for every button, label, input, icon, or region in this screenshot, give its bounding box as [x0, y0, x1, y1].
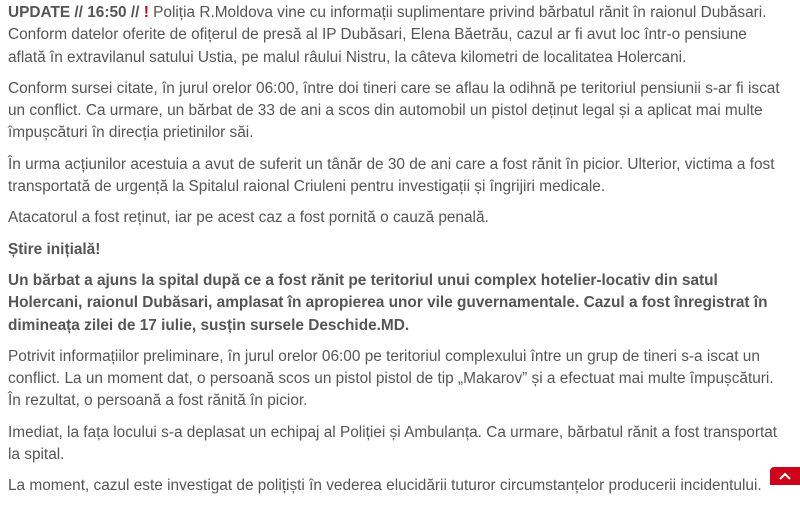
paragraph-conflict: Conform sursei citate, în jurul orelor 06:00, între doi tineri care se aflau la odihnă pe teritoriul pensiunii s-ar fi iscat un conflict. Ca urmare, un bărbat de 33 de ani a scos din automobil un pistol deținut legal și a aplicat mai multe împușcături în direcția prietinilor săi. [8, 79, 780, 142]
paragraph-police: Imediat, la fața locului s-a deplasat un echipaj al Poliției și Ambulanța. Ca urmare, bărbatul rănit a fost transportat la spital. [8, 423, 778, 464]
initial-news-heading: Știre inițială! [8, 240, 101, 258]
article-body [8, 2, 784, 507]
paragraph-victim: În urma acțiunilor acestuia a avut de suferit un tânăr de 30 de ani care a fost rănit în picior. Ulterior, victima a fost transportată de urgență la Spitalul raional Criuleni pentru investigații și îngrijiri medicale. [8, 155, 775, 196]
update-marker: ! [143, 4, 149, 21]
update-label: UPDATE // 16:50 // [8, 4, 140, 21]
update-text: Poliția R.Moldova vine cu informații suplimentare privind bărbatul rănit în raionul Dubăsari. Conform datelor oferite de ofițerul de presă al IP Dubăsari, Elena Băetrău, cazul ar fi avut loc într-o pensiune aflată în extravilanul satului Ustia, pe malul râului Nistru, la câteva kilometri de localitatea Holercani. [8, 4, 767, 66]
paragraph-arrest: Atacatorul a fost reținut, iar pe acest caz a fost pornită o cauză penală. [8, 209, 489, 227]
back-to-top-button[interactable] [770, 467, 800, 485]
update-paragraph [8, 2, 784, 69]
chevron-up-icon [779, 472, 791, 480]
paragraph-investigation: La moment, cazul este investigat de polițiști în vederea elucidării tuturor circumstanțelor producerii incidentului. [8, 477, 762, 495]
lead-paragraph: Un bărbat a ajuns la spital după ce a fost rănit pe teritoriul unui complex hotelier-locativ din satul Holercani, raionul Dubăsari, amplasat în apropierea unor vile guvernamentale. Cazul a fost înregistrat în dimineața zilei de 17 iulie, susțin sursele Deschide.MD. [8, 271, 768, 334]
paragraph-preliminary: Potrivit informațiilor preliminare, în jurul orelor 06:00 pe teritoriul complexului între un grup de tineri s-a iscat un conflict. La un moment dat, o persoană scos un pistol pistol de tip „Makarov” și a efectuat mai multe împușcături. În rezultat, o persoană a fost rănită în picior. [8, 347, 774, 410]
